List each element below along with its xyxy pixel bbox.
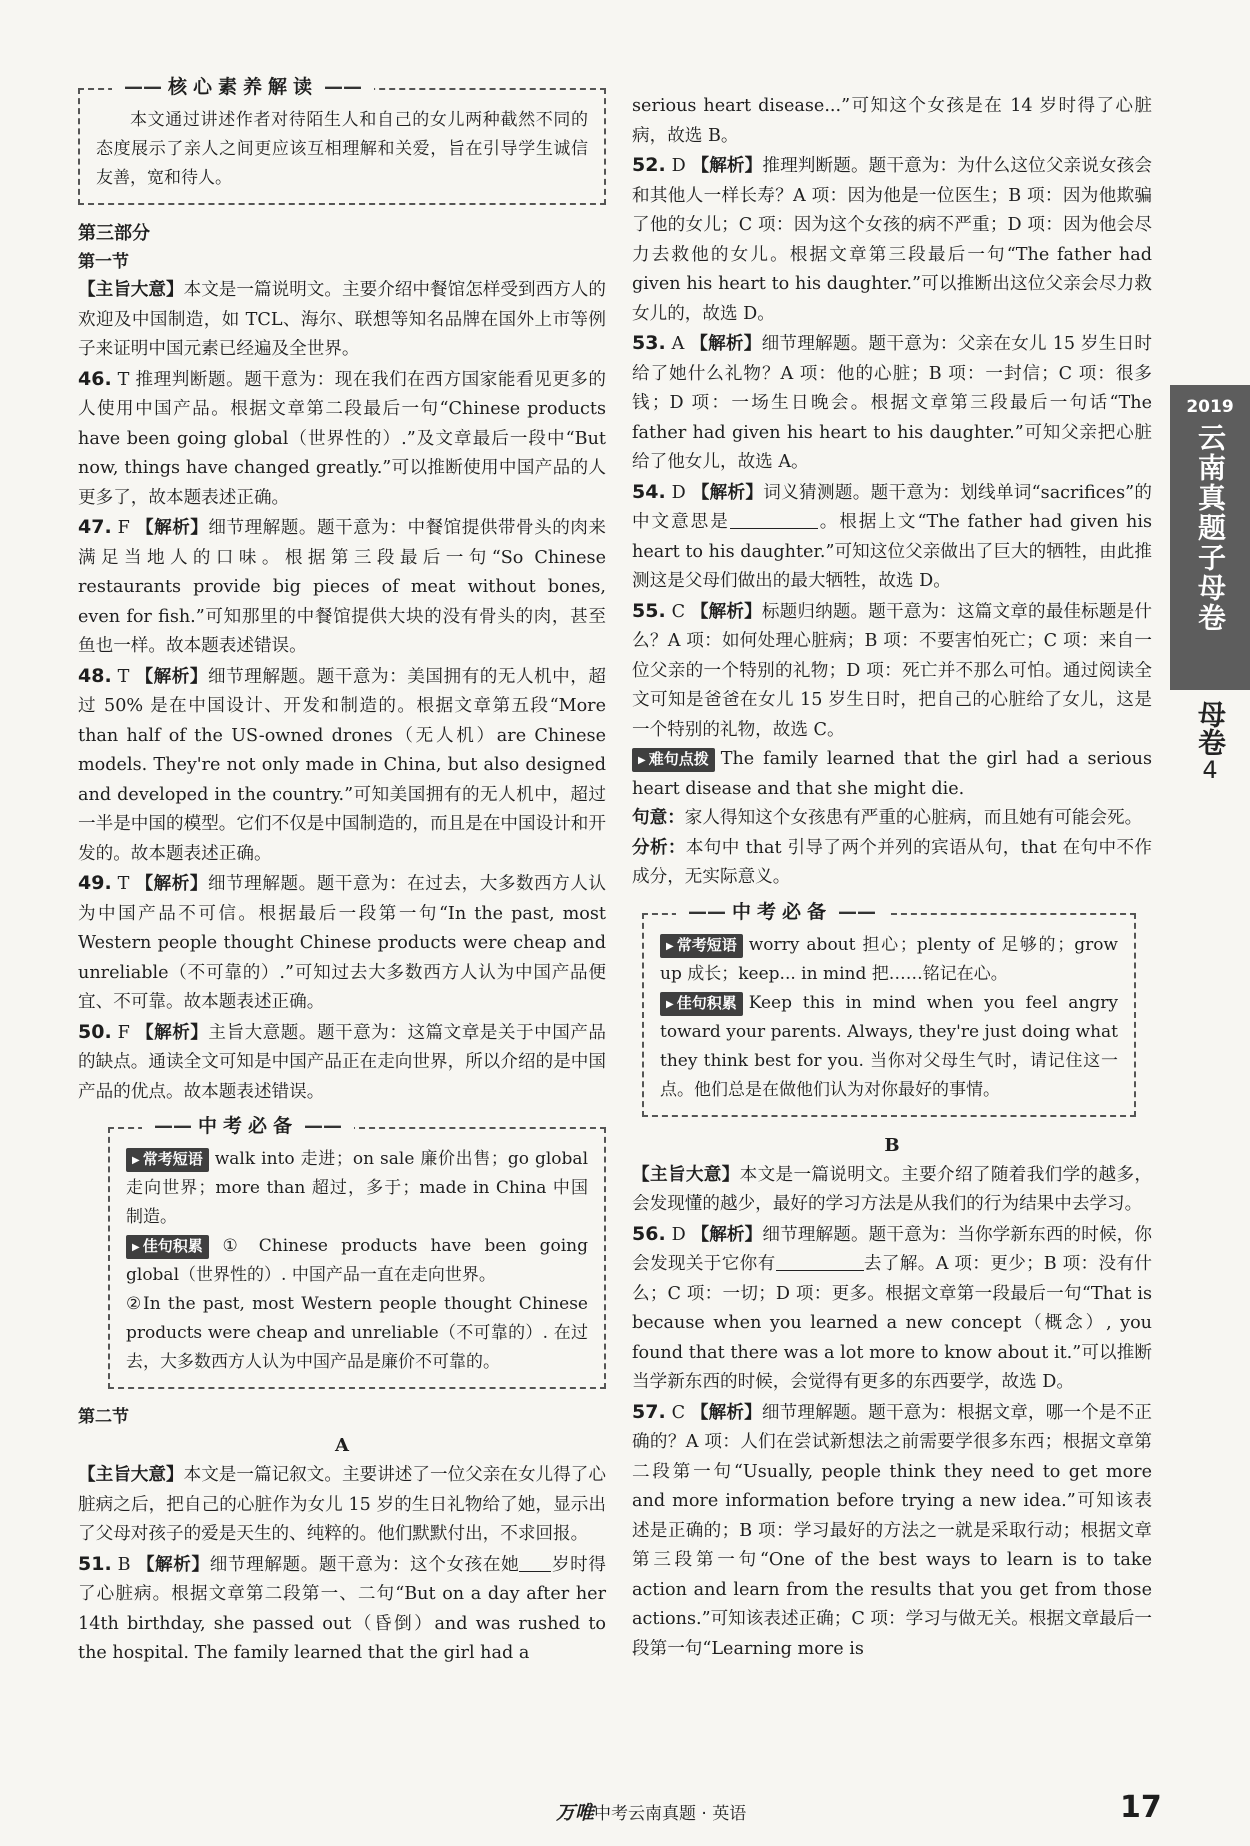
- answer-57: 57. C 【解析】细节理解题。题干意为：根据文章，哪一个是不正确的？A 项：人们在尝试新想法之前需要学很多东西；根据文章第二段第一句“Usually, people think they need to get more and more information before trying a new idea.”可知该表述是正确的；B 项：学习最好的方法之一就是采取行动；根据文章第三段第一句“One of the best ways to learn is to take action and learn from the results that you get from those actions.”可知该表述正确；C 项：学习与做无关。根据文章最后一段第一句“Learning more is: [632, 1400, 1152, 1659]
- box-title: —— 核心素养解读 ——: [112, 72, 374, 99]
- answer-50: 50. F 【解析】主旨大意题。题干意为：这篇文章是关于中国产品的缺点。通读全文可知是中国产品正在走向世界，所以介绍的是中国产品的优点。故本题表述错误。: [78, 1020, 606, 1102]
- answer-53: 53. A 【解析】细节理解题。题干意为：父亲在女儿 15 岁生日时给了她什么礼物？A 项：他的心脏；B 项：一封信；C 项：很多钱；D 项：一场生日晚会。根据文章第三段最后一句话“The father had given his heart to his daughter.”可知父亲把心脏给了他女儿，故选 A。: [632, 332, 1152, 472]
- answer-46: 46. T 推理判断题。题干意为：现在我们在西方国家能看见更多的人使用中国产品。根据文章第二段最后一句“Chinese products have been going global（世界性的）.”及文章最后一段中“But now, things have changed greatly.”可以推断使用中国产品的人更多了，故本题表述正确。: [78, 367, 606, 508]
- side-year: 2019: [1186, 397, 1234, 417]
- sentences: ▶ 佳句积累 Keep this in mind when you feel angry toward your parents. Always, they're just doing what they think best for you. 当你对父母生气时，请记住这一点。他们总是在做他们认为对你最好的事情。: [660, 989, 1118, 1105]
- answer-52: 52. D 【解析】推理判断题。题干意为：为什么这位父亲说女孩会和其他人一样长寿？A 项：因为他是一位医生；B 项：因为他欺骗了他的女儿；C 项：因为这个女孩的病不严重；D 项：因为他会尽力去救他的女儿。根据文章第三段最后一句“The father had given his heart to his daughter.”可以推断出这位父亲会尽力救女儿的，故选 D。: [632, 154, 1152, 324]
- main-idea-2: 【主旨大意】本文是一篇记叙文。主要讲述了一位父亲在女儿得了心脏病之后，把自己的心脏作为女儿 15 岁的生日礼物给了她，显示出了父母对孩子的爱是天生的、纯粹的。他们默默付出，不求回报。: [78, 1465, 606, 1544]
- page-number: 17: [1120, 1790, 1162, 1825]
- sentences: ▶ 佳句积累 ① Chinese products have been going global（世界性的）. 中国产品一直在走向世界。: [126, 1232, 588, 1290]
- main-idea-3: 【主旨大意】本文是一篇说明文。主要介绍了随着我们学的越多，会发现懂的越少，最好的学习方法是从我们的行为结果中去学习。: [632, 1164, 1152, 1214]
- page-footer: [0, 1790, 1250, 1830]
- box-title: —— 中考必备 ——: [676, 897, 888, 924]
- answer-56: 56. D 【解析】细节理解题。题干意为：当你学新东西的时候，你会发现关于它你有 去了解。A 项：更少；B 项：没有什么；C 项：一切；D 项：更多。根据文章第一段最后一句“That is because when you learned a new concept（概念）, you found that there was a lot more to know about it.”可以推断当学新东西的时候，会觉得有更多的东西要学，故选 D。: [632, 1222, 1152, 1392]
- sentence-analysis: 分析：本句中 that 引导了两个并列的宾语从句，that 在句中不作成分，无实际意义。: [632, 837, 1152, 887]
- answer-51-cont: serious heart disease...”可知这个女孩是在 14 岁时得了心脏病，故选 B。: [632, 96, 1152, 146]
- left-column: [78, 76, 606, 1669]
- passage-label: A: [335, 1435, 349, 1456]
- answer-blank: [730, 512, 818, 529]
- core-literacy-box: [78, 76, 606, 205]
- answer-55: 55. C 【解析】标题归纳题。题干意为：这篇文章的最佳标题是什么？A 项：如何处理心脏病；B 项：不要害怕死亡；C 项：来自一位父亲的一个特别的礼物；D 项：死亡并不那么可怕。通过阅读全文可知是爸爸在女儿 15 岁生日时，把自己的心脏给了女儿，这是一个特别的礼物，故选 C。: [632, 599, 1152, 740]
- exam-essentials-box-2: [642, 900, 1136, 1117]
- side-subtab: [1178, 700, 1242, 784]
- sentence-meaning: 句意：家人得知这个女孩患有严重的心脏病，而且她有可能会死。: [632, 808, 1143, 828]
- side-title: 云南真题子母卷: [1194, 423, 1227, 633]
- answer-blank: [776, 1254, 864, 1271]
- section-heading-2: 第二节: [78, 1407, 129, 1427]
- side-num: 4: [1202, 756, 1218, 784]
- answer-51: 51. B 【解析】细节理解题。题干意为：这个女孩在她 岁时得了心脏病。根据文章第二段第一、二句“But on a day after her 14th birthday, she passed out（昏倒）and was rushed to the hospital. The family learned that the girl had a: [78, 1552, 606, 1663]
- answer-47: 47. F 【解析】细节理解题。题干意为：中餐馆提供带骨头的肉来满足当地人的口味。根据第三段最后一句“So Chinese restaurants provide big pieces of meat without bones, even for fish.”可知那里的中餐馆提供大块的没有骨头的肉，甚至鱼也一样。故本题表述错误。: [78, 516, 606, 656]
- right-column: [632, 92, 1152, 1664]
- exam-essentials-box: [108, 1115, 606, 1389]
- answer-49: 49. T 【解析】细节理解题。题干意为：在过去，大多数西方人认为中国产品不可信。根据最后一段第一句“In the past, most Western people thought Chinese products were cheap and unreliable（不可靠的）.”可知过去大多数西方人认为中国产品便宜、不可靠。故本题表述正确。: [78, 872, 606, 1012]
- phrases: ▶ 常考短语 worry about 担心；plenty of 足够的；grow up 成长；keep... in mind 把……铭记在心。: [660, 931, 1118, 989]
- passage-label-b: B: [884, 1134, 900, 1156]
- section-heading: 第一节: [78, 252, 129, 272]
- answer-54: 54. D 【解析】词义猜测题。题干意为：划线单词“sacrifices”的中文意思是 。根据上文“The father had given his heart to his daughter.”可知这位父亲做出了巨大的牺牲，由此推测这是父母们做出的最大牺牲，故选 D。: [632, 480, 1152, 591]
- part-heading: 第三部分: [78, 223, 150, 244]
- difficult-sentence: ▶ 难句点拨 The family learned that the girl had a serious heart disease and that she might die.: [632, 745, 1152, 804]
- side-tab: [1170, 385, 1250, 690]
- answer-blank: [519, 1555, 551, 1572]
- sentence-2: ②In the past, most Western people thought Chinese products were cheap and unreliable（不可靠的）. 在过去，大多数西方人认为中国产品是廉价不可靠的。: [126, 1294, 588, 1372]
- side-sub: 母卷: [1194, 700, 1227, 756]
- main-idea: 【主旨大意】本文是一篇说明文。主要介绍中餐馆怎样受到西方人的欢迎及中国制造，如 TCL、海尔、联想等知名品牌在国外上市等例子来证明中国元素已经遍及全世界。: [78, 280, 606, 359]
- footer-brand: 万唯中考云南真题 · 英语: [556, 1802, 747, 1824]
- answer-48: 48. T 【解析】细节理解题。题干意为：美国拥有的无人机中，超过 50% 是在中国设计、开发和制造的。根据文章第五段“More than half of the US-owned drones（无人机）are Chinese models. They're not only made in China, but also designed and developed in the country.”可知美国拥有的无人机中，超过一半是中国的模型。它们不仅是中国制造的，而且是在中国设计和开发的。故本题表述正确。: [78, 664, 606, 864]
- box-title: —— 中考必备 ——: [142, 1111, 354, 1138]
- box-text: 本文通过讲述作者对待陌生人和自己的女儿两种截然不同的态度展示了亲人之间更应该互相理解和关爱，旨在引导学生诚信友善，宽和待人。: [96, 110, 588, 188]
- phrases: ▶ 常考短语 walk into 走进；on sale 廉价出售；go global 走向世界；more than 超过，多于；made in China 中国制造。: [126, 1145, 588, 1232]
